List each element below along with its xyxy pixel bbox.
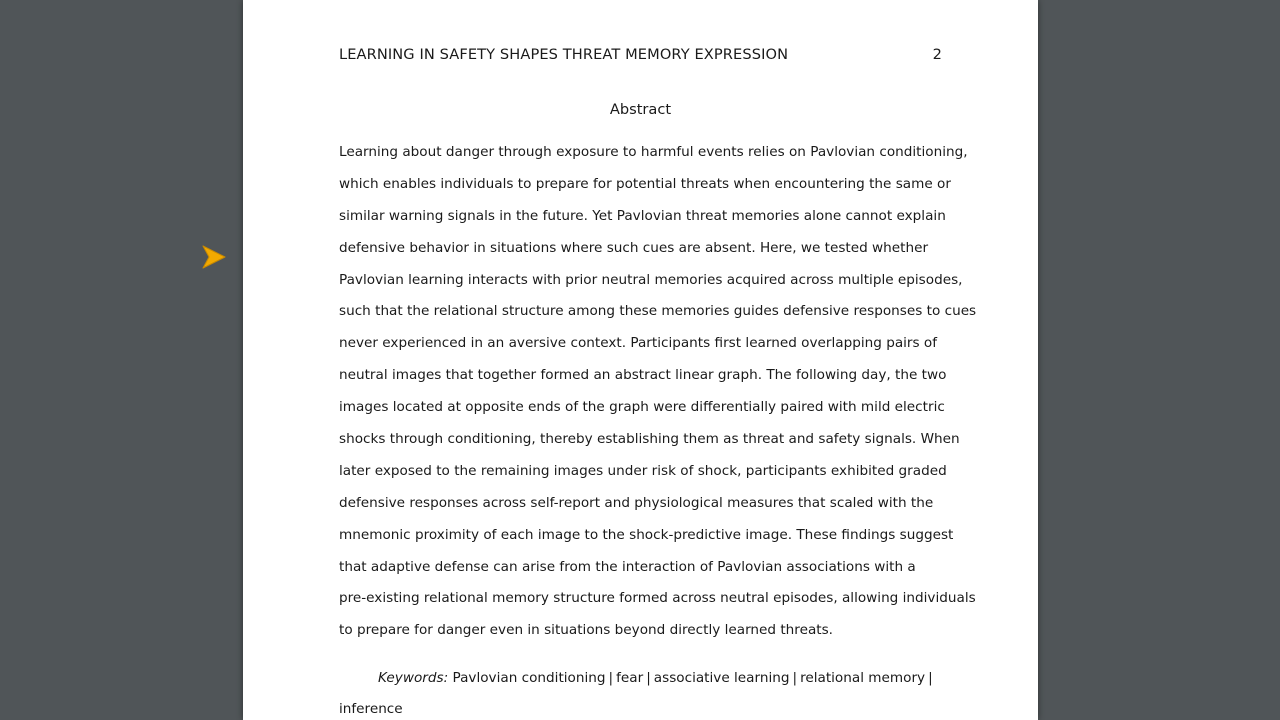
abstract-line: defensive behavior in situations where such cues are absent. Here, we tested whether [339,239,929,256]
page-number: 2 [932,46,942,63]
abstract-line: similar warning signals in the future. Yet Pavlovian threat memories alone cannot explain [339,207,946,224]
abstract-line: Learning about danger through exposure to harmful events relies on Pavlovian conditioning, [339,144,968,160]
abstract-line: pre-existing relational memory structure formed across neutral episodes, allowing individuals [339,590,976,607]
document-page [243,0,1038,720]
keyword-separator: | [792,670,798,686]
running-head-title: LEARNING IN SAFETY SHAPES THREAT MEMORY EXPRESSION [339,46,789,63]
keyword: relational memory [800,670,926,686]
keywords-label: Keywords: [378,670,449,686]
abstract-line: images located at opposite ends of the graph were differentially paired with mild electric [339,399,945,416]
keyword: Pavlovian conditioning [452,670,606,686]
abstract-heading: Abstract [609,101,672,118]
abstract-line: such that the relational structure among these memories guides defensive responses to cues [339,303,977,320]
arrow-pointer-icon [201,245,227,269]
abstract-line: that adaptive defense can arise from the interaction of Pavlovian associations with a [339,558,916,575]
abstract-line: shocks through conditioning, thereby establishing them as threat and safety signals. When [339,431,960,448]
keywords-line [339,662,942,693]
abstract-body [339,136,977,646]
keyword-separator: | [646,670,651,686]
abstract-line: Pavlovian learning interacts with prior neutral memories acquired across multiple episodes, [339,271,963,288]
abstract-line: defensive responses across self-report and physiological measures that scaled with the [339,494,934,511]
keyword-separator: | [928,670,933,686]
keywords-line [339,693,942,720]
abstract-line: later exposed to the remaining images under risk of shock, participants exhibited graded [339,462,947,479]
abstract-line: which enables individuals to prepare for potential threats when encountering the same or [339,175,951,192]
keyword: inference [339,701,403,717]
abstract-line: mnemonic proximity of each image to the shock-predictive image. These findings suggest [339,526,954,543]
keyword: associative learning [653,670,790,686]
abstract-line: neutral images that together formed an abstract linear graph. The following day, the two [339,367,947,384]
keyword-separator: | [608,670,614,686]
keywords [339,662,942,720]
running-head [339,46,942,66]
abstract-line: to prepare for danger even in situations beyond directly learned threats. [339,622,834,639]
keyword: fear [616,670,644,686]
abstract-line: never experienced in an aversive context. Participants first learned overlapping pairs of [339,335,938,352]
